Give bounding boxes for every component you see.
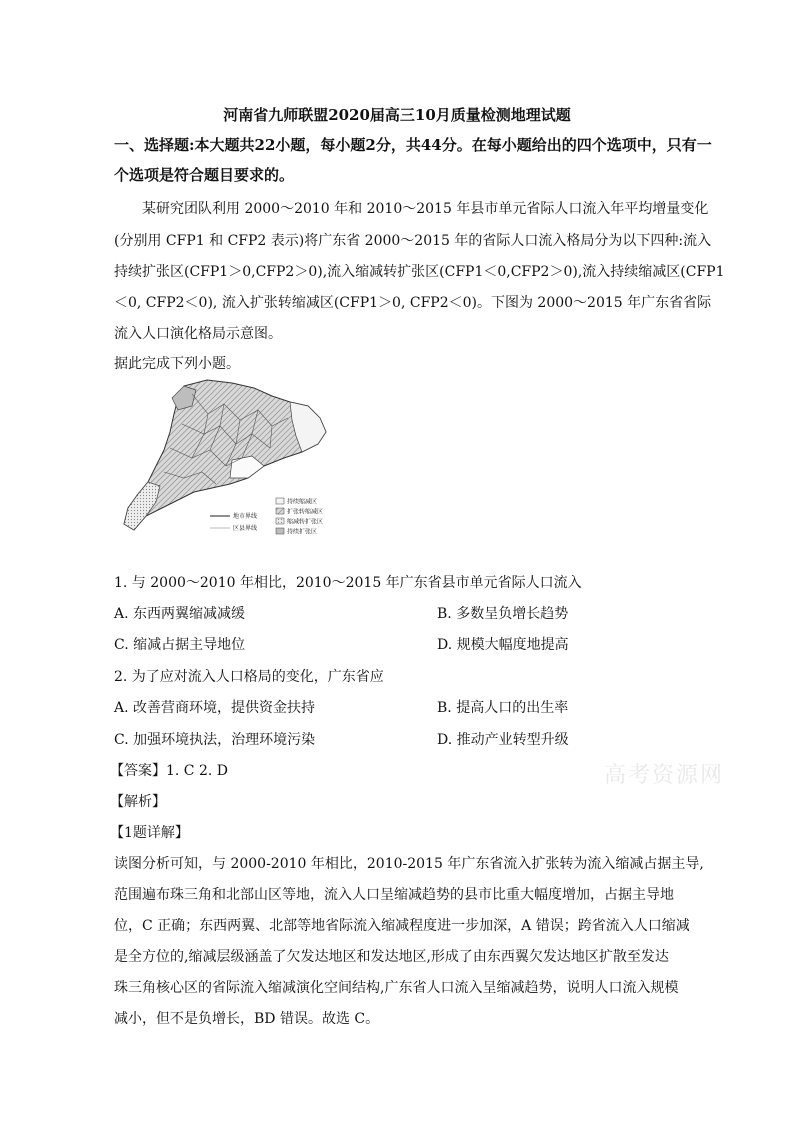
- detail-line-5: 珠三角核心区的省际流入缩减演化空间结构,广东省人口流入呈缩减趋势，说明人口流入规模: [114, 980, 679, 996]
- q1-option-d[interactable]: D. 规模大幅度地提高: [437, 637, 569, 653]
- q2-option-a[interactable]: A. 改善营商环境，提供资金扶持: [114, 700, 316, 716]
- q1-option-a[interactable]: A. 东西两翼缩减减缓: [114, 606, 246, 622]
- legend-line-county: 区县界线: [233, 525, 258, 532]
- q2-option-b[interactable]: B. 提高人口的出生率: [437, 700, 569, 716]
- q2-stem: 2. 为了应对流入人口格局的变化，广东省应: [114, 669, 384, 685]
- instruction: 据此完成下列小题。: [114, 356, 240, 372]
- map-legend: [210, 498, 323, 536]
- legend-area-3: 缩减转扩张区: [287, 518, 324, 526]
- legend-area-2: 扩张转缩减区: [287, 508, 324, 516]
- q2-option-d[interactable]: D. 推动产业转型升级: [437, 732, 569, 748]
- watermark-text: 高考资源网: [604, 763, 725, 788]
- section-heading-line-2: 个选项是符合题目要求的。: [114, 166, 295, 184]
- q1-stem: 1. 与 2000～2010 年相比，2010～2015 年广东省县市单元省际人口流入: [114, 575, 582, 591]
- guangdong-migration-map: [112, 374, 360, 536]
- answer-line: 【答案】1. C 2. D: [110, 763, 229, 779]
- legend-area-4: 持续扩张区: [287, 528, 318, 536]
- q1-option-c[interactable]: C. 缩减占据主导地位: [114, 637, 246, 653]
- intro-line-3: 持续扩张区(CFP1＞0,CFP2＞0),流入缩减转扩张区(CFP1＜0,CFP2＞0),流入持续缩减区(CFP1: [114, 264, 725, 280]
- intro-line-1: 某研究团队利用 2000～2010 年和 2010～2015 年县市单元省际人口流入年平均增量变化: [142, 201, 709, 217]
- analysis-label: 【解析】: [110, 794, 166, 810]
- detail-line-3: 位，C 正确；东西两翼、北部等地省际流入缩减程度进一步加深，A 错误；跨省流入人口缩减: [114, 918, 690, 934]
- detail-line-2: 范围遍布珠三角和北部山区等地，流入人口呈缩减趋势的县市比重大幅度增加，占据主导地: [114, 887, 674, 903]
- legend-area-1: 持续缩减区: [287, 498, 318, 506]
- intro-line-5: 流入人口演化格局示意图。: [114, 326, 282, 342]
- detail-line-6: 减小，但不是负增长，BD 错误。故选 C。: [114, 1011, 380, 1027]
- detail-line-4: 是全方位的,缩减层级涵盖了欠发达地区和发达地区,形成了由东西翼欠发达地区扩散至发达: [114, 949, 669, 965]
- section-heading-line-1: 一、选择题:本大题共22小题，每小题2分，共44分。在每小题给出的四个选项中，只有一: [114, 136, 712, 154]
- q2-option-c[interactable]: C. 加强环境执法，治理环境污染: [114, 732, 316, 748]
- page-title: 河南省九师联盟2020届高三10月质量检测地理试题: [223, 106, 571, 124]
- detail-line-1: 读图分析可知，与 2000-2010 年相比，2010-2015 年广东省流入扩张转为流入缩减占据主导,: [114, 856, 704, 872]
- detail-label: 【1题详解】: [110, 825, 189, 841]
- intro-line-4: ＜0, CFP2＜0), 流入扩张转缩减区(CFP1＞0, CFP2＜0)。下图为 2000～2015 年广东省省际: [114, 295, 712, 311]
- intro-line-2: (分别用 CFP1 和 CFP2 表示)将广东省 2000～2015 年的省际人口流入格局分为以下四种:流入: [114, 233, 712, 249]
- q1-option-b[interactable]: B. 多数呈负增长趋势: [437, 606, 569, 622]
- legend-line-prefecture: 地市界线: [233, 513, 258, 520]
